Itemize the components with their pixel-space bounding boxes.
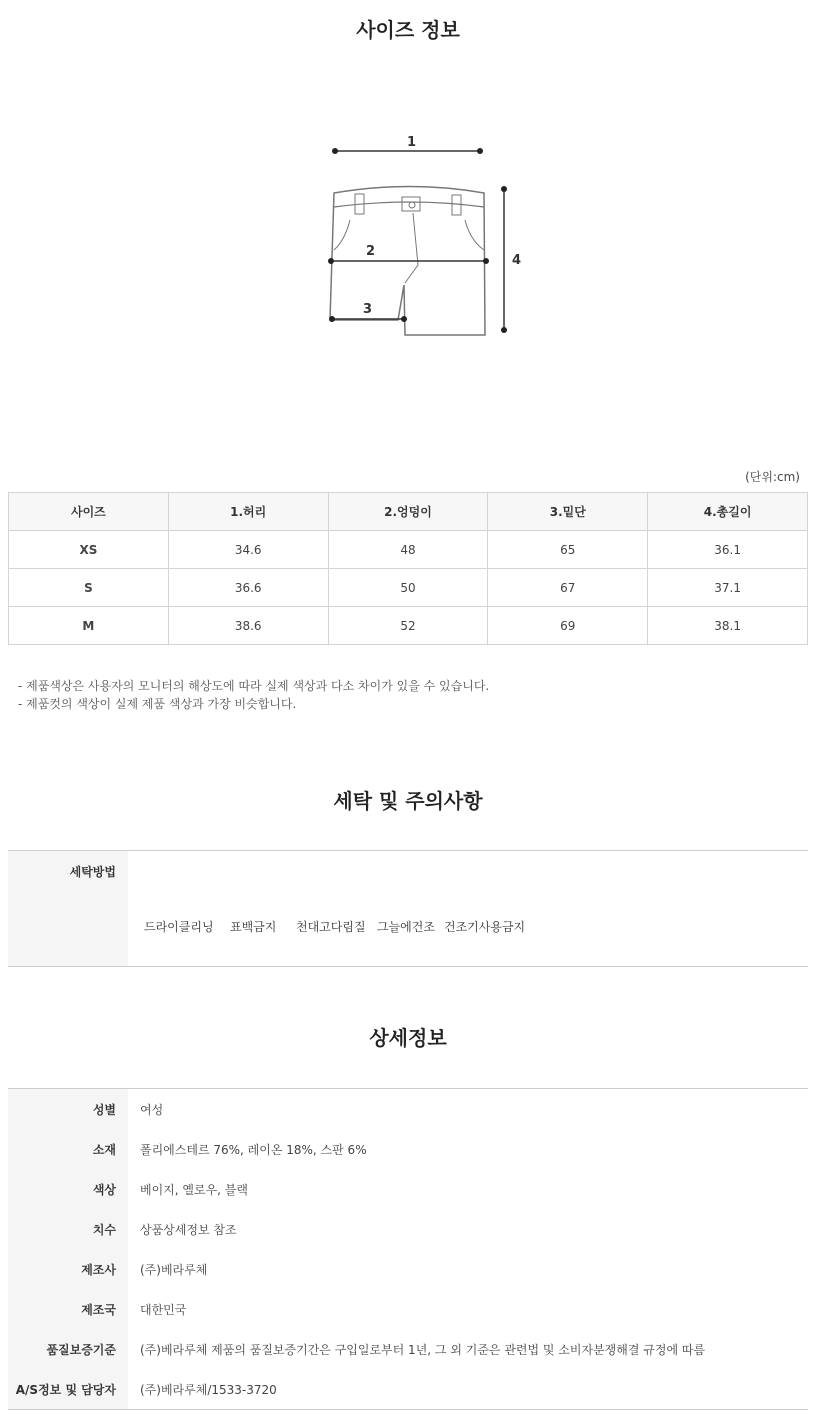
care-table [8, 850, 808, 967]
detail-value: 폴리에스테르 76%, 레이온 18%, 스판 6% [140, 1142, 367, 1157]
size-cell: 34.6 [168, 531, 328, 569]
table-row [9, 531, 808, 569]
table-row [8, 1369, 808, 1410]
care-item: 건조기사용금지 [444, 920, 526, 934]
table-row [9, 607, 808, 645]
size-cell: 48 [328, 531, 488, 569]
size-cell: 38.6 [168, 607, 328, 645]
unit-label: (단위:cm) [745, 470, 800, 484]
table-row [8, 1129, 808, 1169]
care-label: 세탁방법 [8, 851, 128, 966]
size-cell: 52 [328, 607, 488, 645]
detail-value: (주)베라루체 [140, 1262, 208, 1277]
table-row [8, 1249, 808, 1289]
detail-label: 치수 [8, 1209, 128, 1249]
size-header-cell: 3.밑단 [488, 493, 648, 531]
shorts-diagram [300, 125, 540, 350]
table-row [9, 569, 808, 607]
detail-value: 대한민국 [140, 1302, 187, 1317]
detail-section-title: 상세정보 [369, 1026, 447, 1050]
size-cell: 50 [328, 569, 488, 607]
note-line: - 제품색상은 사용자의 모니터의 해상도에 따라 실제 색상과 다소 차이가 있을 수 있습니다. [18, 679, 490, 693]
diagram-label-2: 2 [366, 244, 376, 259]
note-line: - 제품컷의 색상이 실제 제품 색상과 가장 비슷합니다. [18, 697, 297, 711]
diagram-label-4: 4 [512, 253, 522, 268]
size-cell: 36.1 [648, 531, 808, 569]
detail-table [8, 1088, 808, 1410]
size-cell: 67 [488, 569, 648, 607]
detail-value: 여성 [140, 1102, 164, 1117]
care-items [128, 851, 808, 966]
size-cell: 65 [488, 531, 648, 569]
detail-label: 소재 [8, 1129, 128, 1169]
size-row-label: XS [9, 531, 169, 569]
care-item: 드라이클리닝 [144, 920, 214, 934]
size-header-cell: 2.엉덩이 [328, 493, 488, 531]
detail-value: 베이지, 옐로우, 블랙 [140, 1182, 248, 1197]
size-header-cell: 사이즈 [9, 493, 169, 531]
color-notes [18, 677, 489, 713]
detail-label: 성별 [8, 1089, 128, 1130]
detail-value: (주)베라루체 제품의 품질보증기간은 구입일로부터 1년, 그 외 기준은 관련법 및 소비자분쟁해결 규정에 따름 [140, 1342, 706, 1357]
detail-label: 제조국 [8, 1289, 128, 1329]
size-cell: 69 [488, 607, 648, 645]
table-row [8, 1209, 808, 1249]
detail-label: 제조사 [8, 1249, 128, 1289]
diagram-label-1: 1 [407, 135, 417, 150]
detail-value: 상품상세정보 참조 [140, 1222, 237, 1237]
care-item: 천대고다림질 [296, 920, 366, 934]
care-section-title: 세탁 및 주의사항 [333, 789, 483, 813]
care-item: 그늘에건조 [377, 920, 435, 934]
detail-label: 품질보증기준 [8, 1329, 128, 1369]
size-cell: 36.6 [168, 569, 328, 607]
size-row-label: S [9, 569, 169, 607]
diagram-label-3: 3 [363, 302, 373, 317]
table-row [8, 1329, 808, 1369]
table-row [8, 1289, 808, 1329]
detail-value: (주)베라루체/1533-3720 [140, 1382, 277, 1397]
size-cell: 37.1 [648, 569, 808, 607]
size-header-cell: 1.허리 [168, 493, 328, 531]
size-table [8, 492, 808, 645]
size-row-label: M [9, 607, 169, 645]
size-table-header [9, 493, 808, 531]
detail-label: A/S정보 및 담당자 [8, 1369, 128, 1410]
size-section-title: 사이즈 정보 [356, 18, 460, 42]
size-cell: 38.1 [648, 607, 808, 645]
table-row [8, 1169, 808, 1209]
size-header-cell: 4.총길이 [648, 493, 808, 531]
care-item: 표백금지 [230, 920, 277, 934]
table-row [8, 1089, 808, 1130]
detail-label: 색상 [8, 1169, 128, 1209]
